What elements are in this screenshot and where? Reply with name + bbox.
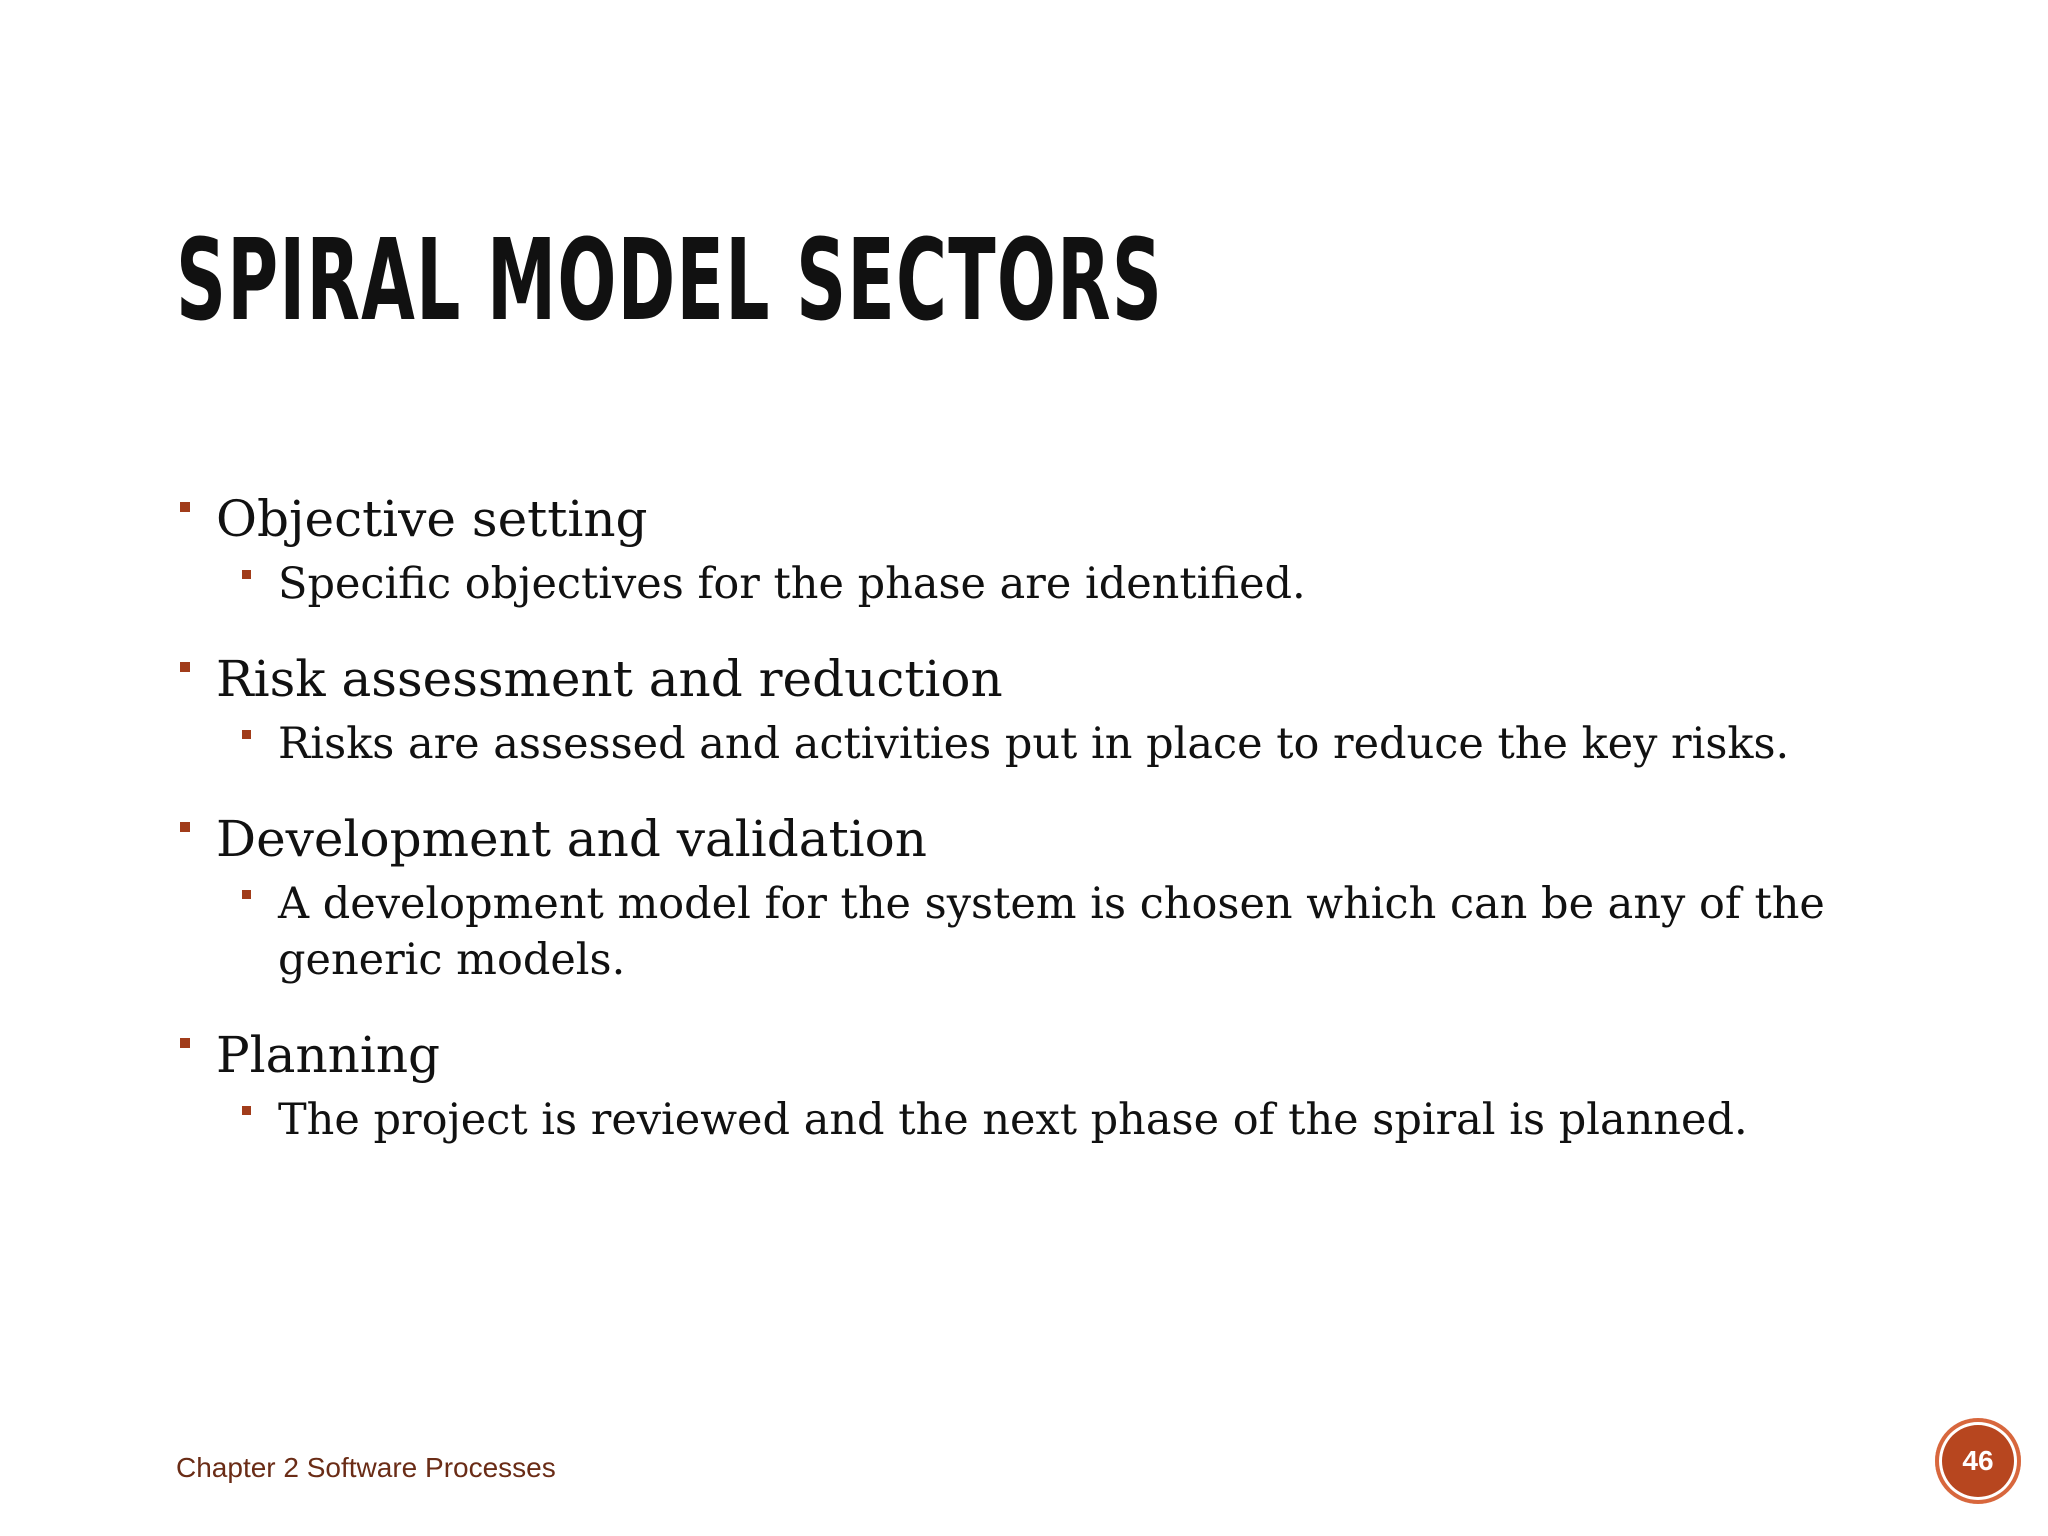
square-bullet-icon <box>180 1038 190 1048</box>
bullet-detail: Specific objectives for the phase are identified. <box>278 559 1306 609</box>
bullet-detail: A development model for the system is chosen which can be any of the generic models. <box>278 879 1825 985</box>
bullet-list <box>176 488 1926 1148</box>
square-bullet-icon <box>180 822 190 832</box>
slide-title: SPIRAL MODEL SECTORS <box>176 216 1164 346</box>
bullet-item-development-validation <box>176 808 1926 988</box>
square-bullet-icon <box>242 570 251 579</box>
square-bullet-icon <box>242 730 251 739</box>
bullet-heading: Development and validation <box>216 810 927 868</box>
square-bullet-icon <box>242 1106 251 1115</box>
bullet-item-risk-assessment <box>176 648 1926 772</box>
square-bullet-icon <box>180 662 190 672</box>
bullet-item-objective-setting <box>176 488 1926 612</box>
page-number-badge <box>1935 1418 2021 1504</box>
square-bullet-icon <box>180 502 190 512</box>
bullet-heading: Objective setting <box>216 490 648 548</box>
slide-footer: Chapter 2 Software Processes <box>176 1452 556 1483</box>
square-bullet-icon <box>242 890 251 899</box>
bullet-detail: Risks are assessed and activities put in place to reduce the key risks. <box>278 719 1790 769</box>
bullet-heading: Risk assessment and reduction <box>216 650 1003 708</box>
bullet-item-planning <box>176 1024 1926 1148</box>
page-number: 46 <box>1962 1445 1994 1476</box>
bullet-heading: Planning <box>216 1026 441 1084</box>
bullet-detail: The project is reviewed and the next phase of the spiral is planned. <box>278 1095 1748 1145</box>
